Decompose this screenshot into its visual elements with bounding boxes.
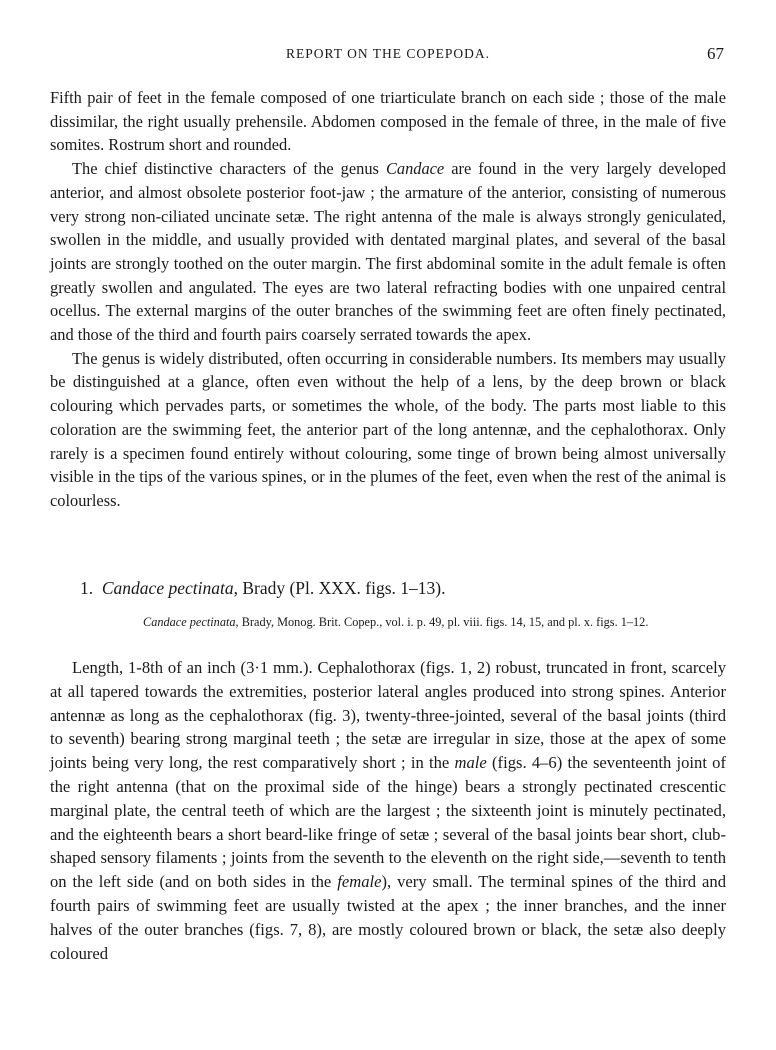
italic-female: female (337, 872, 382, 892)
italic-male: male (454, 753, 487, 773)
citation-text: , Brady, Monog. Brit. Copep., vol. i. p. 49, pl. viii. figs. 14, 15, and pl. x. figs. 1–12. (235, 615, 649, 629)
paragraph-distribution: The genus is widely distributed, often occurring in considerable numbers. Its members may usually be distinguished at a glance, often even without the help of a lens, by the deep brown or black colouring which pervades parts, or sometimes the whole, of the body. The parts most liable to this coloration are the swimming feet, the anterior part of the long antennæ, and the cephalothorax. Only rarely is a specimen found entirely without colouring, some tinge of brown being almost universally visible in the tips of the various spines, or in the plumes of the feet, even when the rest of the animal is colourless. (50, 348, 726, 510)
paragraph-species-description (50, 656, 726, 965)
running-header (0, 44, 776, 66)
species-number: 1. (80, 578, 94, 598)
paragraph-text: are found in the very largely developed anterior, and almost obsolete posterior foot-jaw ; the armature of the anterior, consisting of numerous very strong non-ciliated uncinate setæ. The right antenna of the male is always strongly geniculated, swollen in the middle, and usually provided with dentated marginal plates, and several of the basal joints are strongly toothed on the outer margin. The first abdominal somite in the adult female is often greatly swollen and angulated. The eyes are two lateral refracting bodies with one unpaired central ocellus. The external margins of the outer branches of the swimming feet are often finely pectinated, and those of the third and fourth pairs coarsely serrated towards the apex. (50, 159, 726, 345)
species-heading (80, 576, 720, 600)
paragraph-text: (figs. 4–6) the seventeenth joint of the right antenna (that on the proximal side of the hinge) bears a strongly pectinated crescentic marginal plate, the central teeth of which are the largest ; the sixteenth joint is minutely pectinated, and the eighteenth bears a short beard-like fringe of setæ ; several of the basal joints bear short, club-shaped sensory filaments ; joints from the seventh to the eleventh on the right side,—seventh to tenth on the left side (and on both sides in the (50, 753, 726, 892)
paragraph-text: Length, 1-8th of an inch (3·1 mm.). Cephalothorax (figs. 1, 2) robust, truncated in front, scarcely at all tapered towards the extremities, posterior lateral angles produced into strong spines. Anterior antennæ as long as the cephalothorax (fig. 3), twenty-three-jointed, several of the basal joints (third to seventh) bearing strong marginal teeth ; the setæ are irregular in size, those at the apex of some joints being very long, the rest comparatively short ; in the (50, 658, 726, 773)
species-authority: , Brady (Pl. XXX. figs. 1–13). (233, 578, 446, 598)
paragraph-text: ), very small. The terminal spines of the third and fourth pairs of swimming feet are usually twisted at the apex ; the inner branches, and the inner halves of the outer branches (figs. 7, 8), are mostly coloured brown or black, the setæ also deeply coloured (50, 872, 727, 963)
species-name: Candace pectinata (101, 578, 234, 598)
species-description (50, 656, 726, 965)
genus-description (50, 86, 726, 513)
page-number: 67 (707, 44, 724, 63)
synonym-name: Candace pectinata (143, 615, 236, 629)
paragraph-feet-abdomen: Fifth pair of feet in the female composed of one triarticulate branch on each side ; those of the male dissimilar, the right usually prehensile. Abdomen composed in the female of three, in the male of five somites. Rostrum short and rounded. (50, 88, 726, 155)
synonymy-citation (143, 614, 728, 632)
genus-name: Candace (385, 159, 445, 179)
running-title: REPORT ON THE COPEPODA. (286, 46, 490, 61)
paragraph-text: The chief distinctive characters of the genus (72, 159, 386, 179)
paragraph-distinctive-characters (50, 157, 726, 347)
